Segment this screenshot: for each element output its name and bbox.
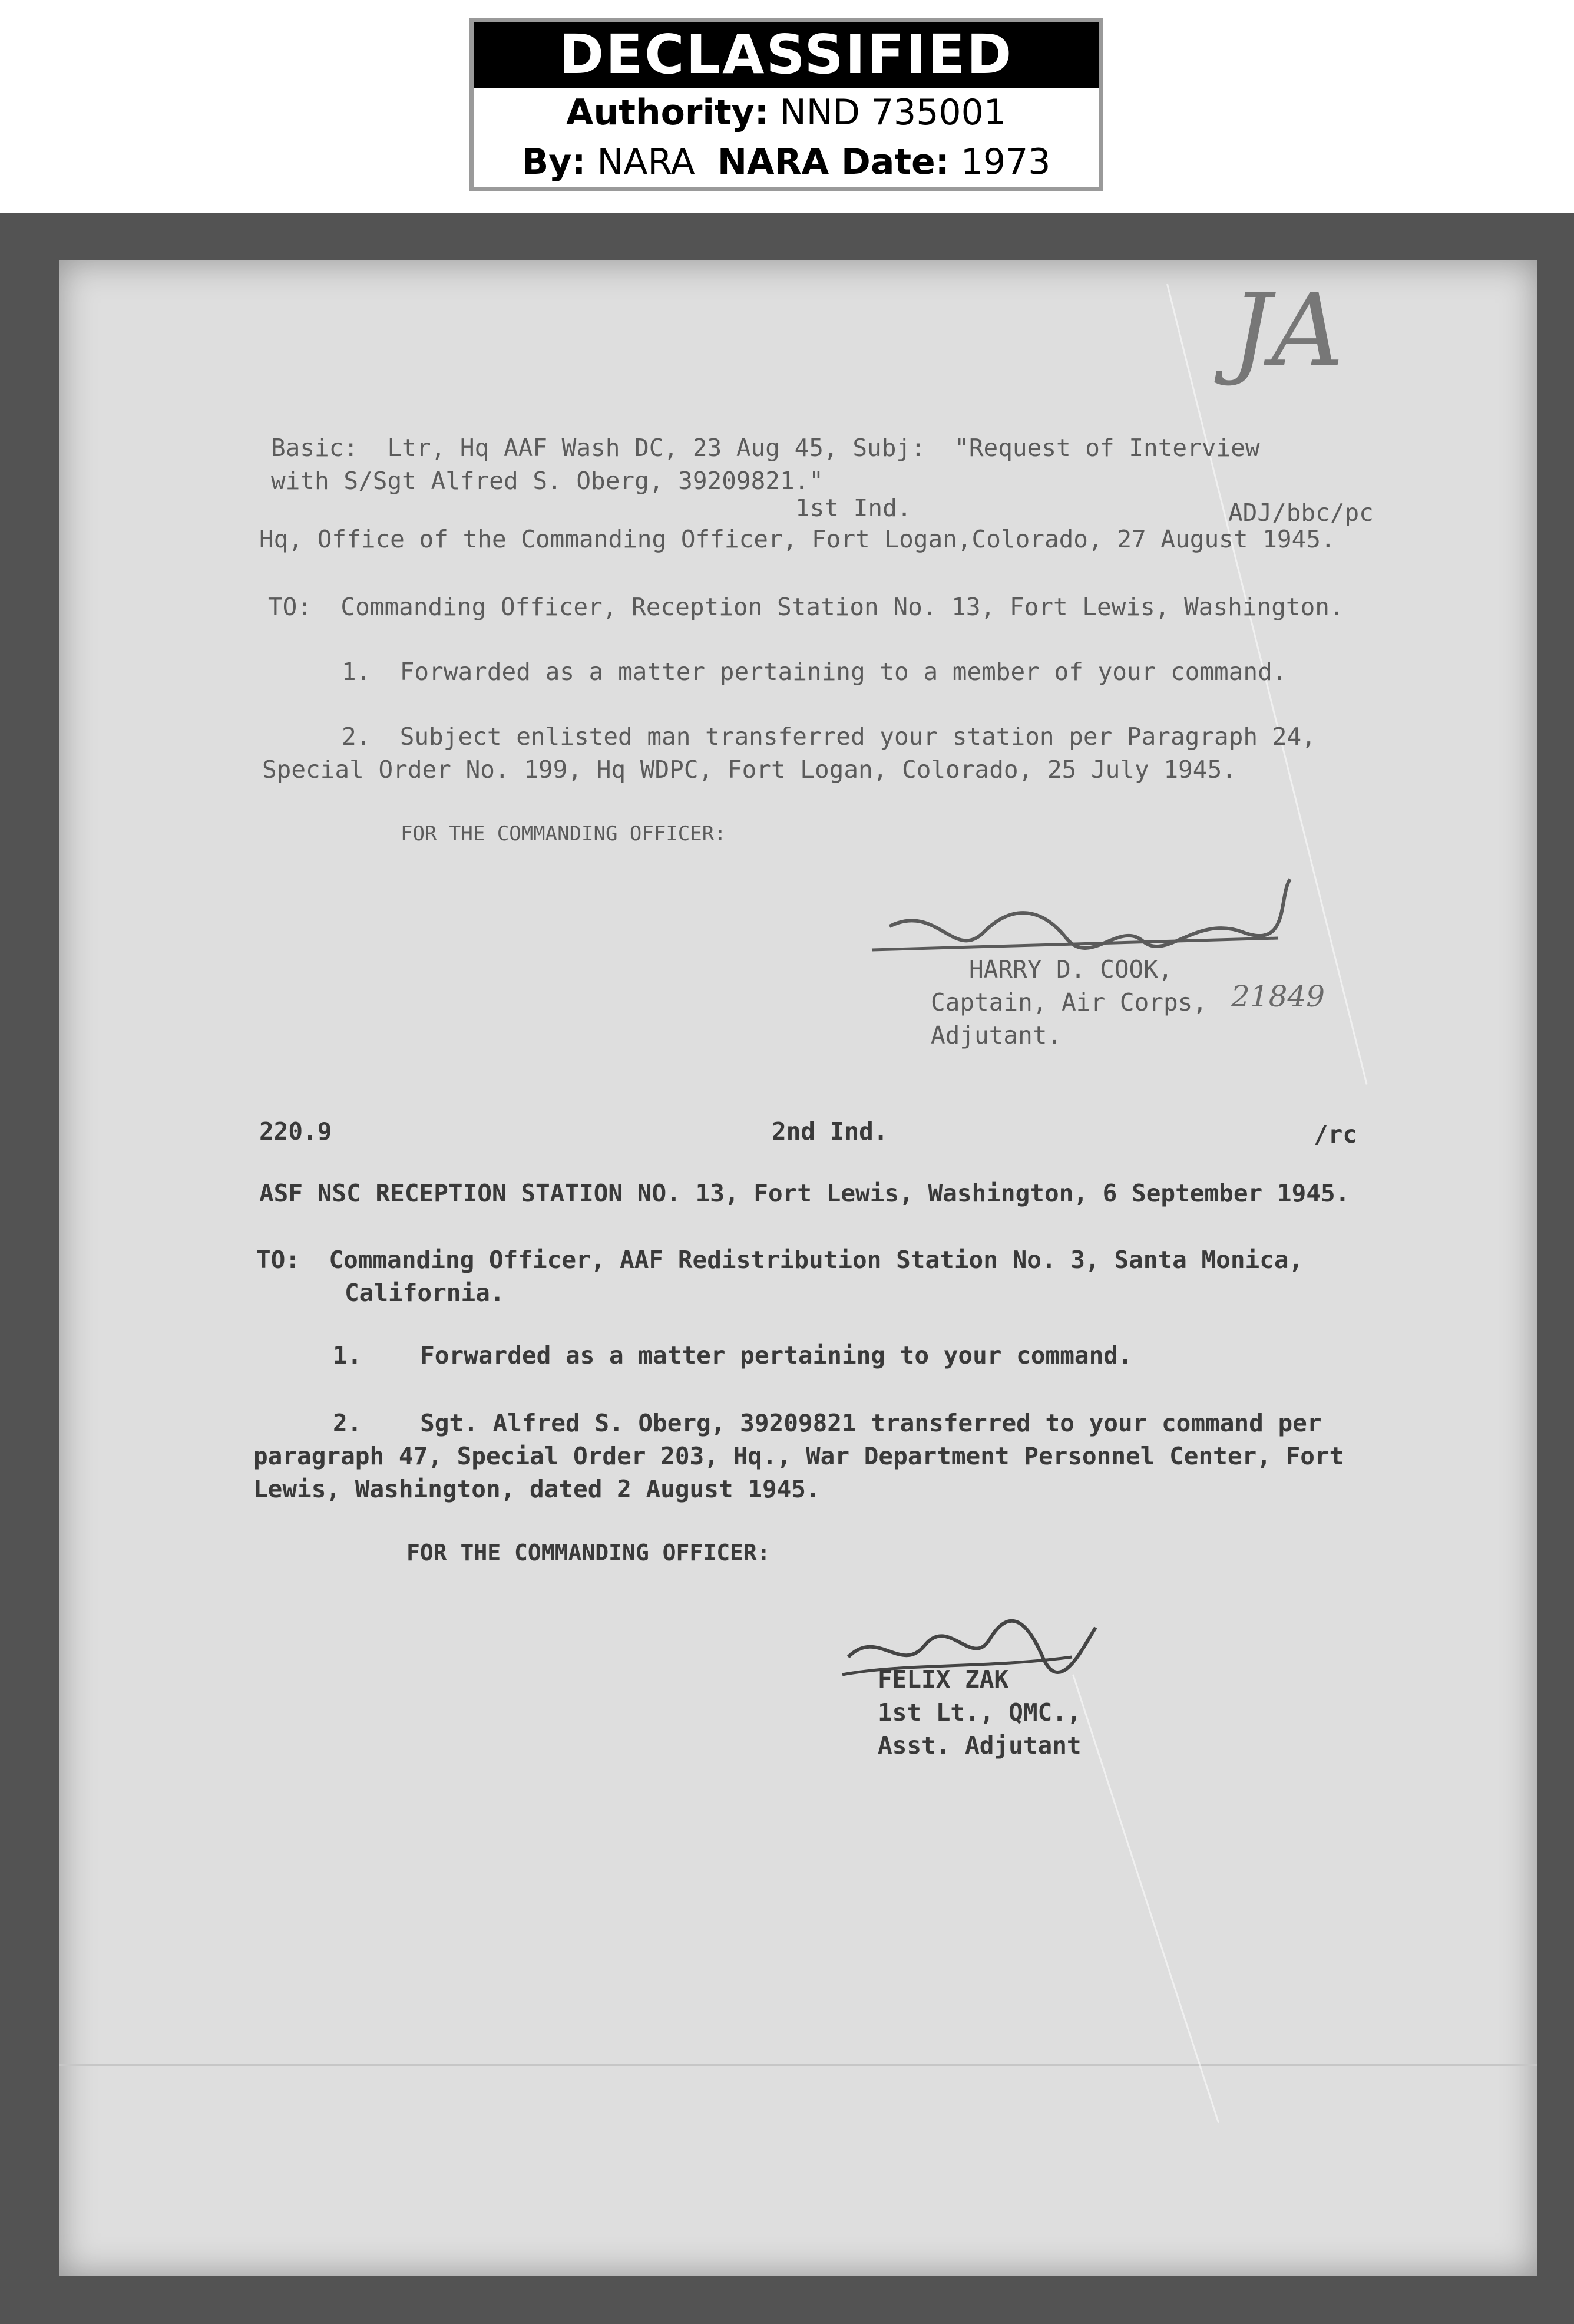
second-ind-title: 2nd Ind. [772,1117,888,1146]
first-ind-sig-note: 21849 [1231,979,1325,1014]
by-line [474,137,1099,187]
first-ind-sig-name: HARRY D. COOK, [969,955,1173,983]
first-ind-sig-title: Captain, Air Corps, [931,988,1207,1016]
second-ind-for-co: FOR THE COMMANDING OFFICER: [406,1540,771,1566]
second-ind-para2-line1: 2. Sgt. Alfred S. Oberg, 39209821 transferred to your command per [333,1409,1322,1437]
second-ind-to-line2: California. [345,1279,505,1307]
first-ind-para1: 1. Forwarded as a matter pertaining to a member of your command. [342,658,1287,686]
first-ind-for-co: FOR THE COMMANDING OFFICER: [401,822,726,846]
authority-value: NND 735001 [779,92,1006,133]
nara-date-label: NARA Date: [717,141,950,183]
second-ind-ref: /rc [1314,1120,1358,1148]
fold-line [59,2064,1537,2066]
second-ind-para1: 1. Forwarded as a matter pertaining to your command. [333,1341,1133,1369]
second-ind-to-line1: TO: Commanding Officer, AAF Redistribution Station No. 3, Santa Monica, [256,1246,1304,1274]
basic-line-1: Basic: Ltr, Hq AAF Wash DC, 23 Aug 45, Subj: "Request of Interview [271,434,1260,462]
second-ind-para2-line3: Lewis, Washington, dated 2 August 1945. [253,1475,821,1503]
authority-label: Authority: [566,92,769,133]
declassified-stamp [469,18,1103,191]
first-ind-sig-title2: Adjutant. [931,1021,1062,1049]
first-ind-para2-line2: Special Order No. 199, Hq WDPC, Fort Logan, Colorado, 25 July 1945. [262,755,1236,784]
first-ind-ref: ADJ/bbc/pc [1228,499,1374,527]
scratch-mark [1072,1675,1219,2124]
authority-line [474,88,1099,137]
first-ind-to: TO: Commanding Officer, Reception Station No. 13, Fort Lewis, Washington. [268,593,1344,621]
by-label: By: [521,141,586,183]
paper-sheet [59,260,1537,2276]
second-ind-file-no: 220.9 [259,1117,332,1146]
second-ind-header: ASF NSC RECEPTION STATION NO. 13, Fort Lewis, Washington, 6 September 1945. [259,1179,1350,1207]
handwritten-initials: JA [1231,272,1344,389]
basic-line-2: with S/Sgt Alfred S. Oberg, 39209821." [271,467,824,495]
scanned-document [0,213,1574,2324]
nara-date-value: 1973 [960,141,1051,183]
declassified-banner: DECLASSIFIED [474,22,1099,88]
second-ind-sig-title: 1st Lt., QMC., [878,1698,1082,1727]
first-ind-title: 1st Ind. [795,494,912,522]
by-value: NARA [597,141,695,183]
second-ind-sig-title2: Asst. Adjutant [878,1731,1082,1759]
first-ind-header: Hq, Office of the Commanding Officer, Fort Logan,Colorado, 27 August 1945. [259,525,1335,553]
second-ind-sig-name: FELIX ZAK [878,1665,1009,1694]
second-ind-para2-line2: paragraph 47, Special Order 203, Hq., War Department Personnel Center, Fort [253,1442,1344,1470]
first-ind-para2-line1: 2. Subject enlisted man transferred your station per Paragraph 24, [342,722,1316,751]
